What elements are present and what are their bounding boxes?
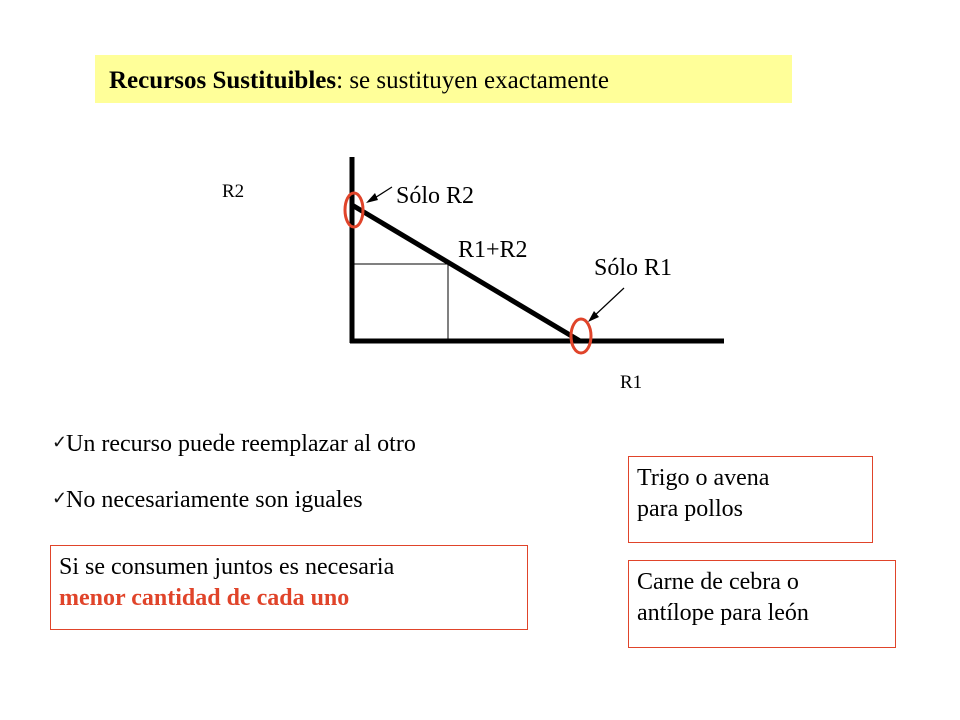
y-axis-label: R2 (222, 181, 245, 202)
bullet-item (52, 488, 363, 512)
combo-label: R1+R2 (458, 237, 528, 263)
bullet-text: No necesariamente son iguales (66, 487, 363, 513)
example-box-2 (628, 560, 896, 648)
bullet-item (52, 432, 416, 456)
title-rest: : se sustituyen exactamente (336, 67, 609, 94)
note-box (50, 545, 528, 630)
x-axis-label: R1 (620, 372, 643, 393)
example-2-line-1: Carne de cebra o (637, 569, 799, 595)
example-2-line-2: antílope para león (637, 600, 809, 626)
note-line-1: Si se consumen juntos es necesaria (59, 554, 395, 580)
example-1-line-2: para pollos (637, 496, 743, 522)
title-strong: Recursos Sustituibles (109, 67, 337, 94)
substitution-line (352, 205, 580, 341)
only-r1-label: Sólo R1 (594, 255, 673, 281)
example-box-1 (628, 456, 873, 543)
bullet-text: Un recurso puede reemplazar al otro (66, 431, 416, 457)
only-r1-arrow (592, 288, 624, 318)
only-r2-label: Sólo R2 (396, 183, 475, 209)
example-1-line-1: Trigo o avena (637, 465, 770, 491)
check-icon: ✓ (52, 488, 68, 508)
only-r2-arrowhead (366, 193, 378, 203)
check-icon: ✓ (52, 432, 68, 452)
note-line-2: menor cantidad de cada uno (59, 585, 350, 611)
